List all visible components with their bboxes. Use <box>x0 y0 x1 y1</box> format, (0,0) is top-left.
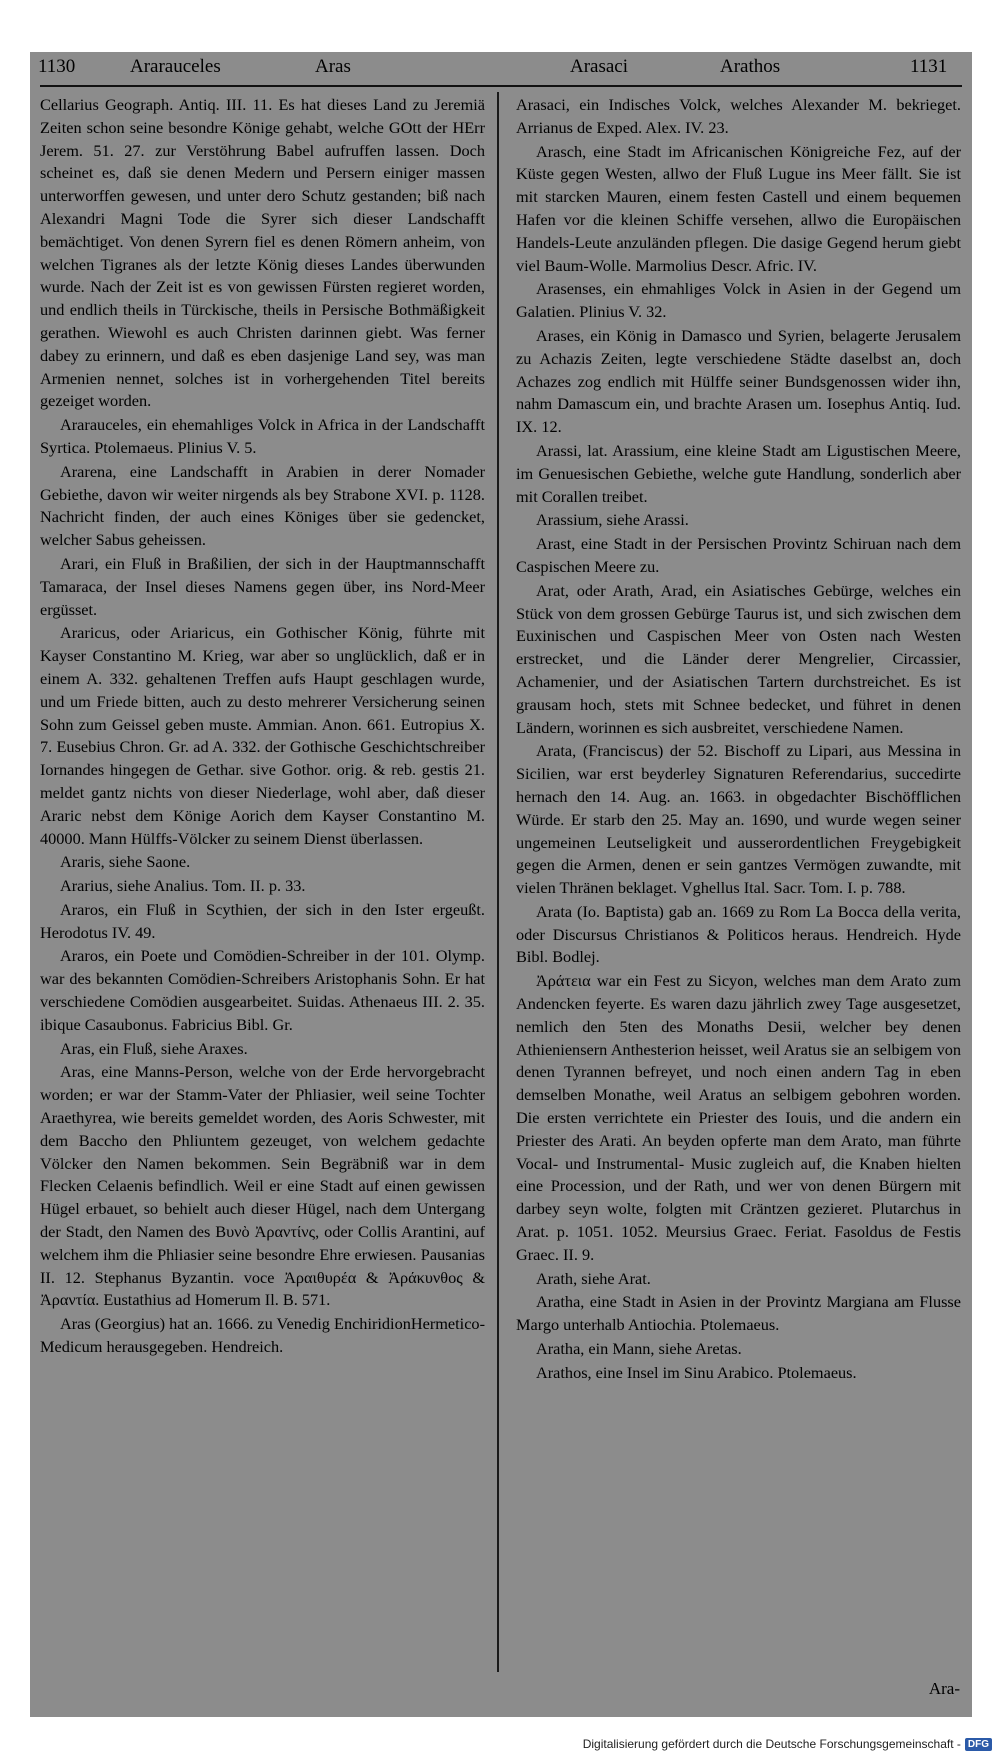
dictionary-entry: Arassium, siehe Arassi. <box>536 510 689 530</box>
dictionary-entry: Arases, ein König in Damasco und Syrien, belagerte Jerusalem zu Achazis Zeiten, legte verschiedene Städte daselbst an, doch Achazes zog endlich mit Hülffe seiner Bundsgenossen wider ihn, nahm Damascum ein, und brachte Arasen um. Iosephus Antiq. Iud. IX. 12. <box>516 325 961 437</box>
header-rule <box>40 85 962 87</box>
left-page-number: 1130 <box>38 56 76 77</box>
dictionary-entry: Arasch, eine Stadt im Africanischen Königreiche Fez, auf der Küste gegen Westen, allwo der Fluß Lugue ins Meer fällt. Sie ist mit starcken Mauren, einem festen Castell und einem bequemen Hafen vor die kleinen Schiffe versehen, allwo die Europäischen Handels-Leute anzuländen pflegen. Die dasige Gegend herum giebt viel Baum-Wolle. Marmolius Descr. Afric. IV. <box>516 141 961 275</box>
right-headword-1: Arasaci <box>570 56 629 77</box>
dictionary-entry: Arathos, eine Insel im Sinu Arabico. Ptolemaeus. <box>536 1362 857 1382</box>
left-column <box>40 94 485 1360</box>
right-column <box>516 94 961 1386</box>
footer-text: Digitalisierung gefördert durch die Deutsche Forschungsgemeinschaft - <box>582 1737 961 1751</box>
left-headword-1: Ararauceles <box>130 56 221 77</box>
dictionary-entry: Ararena, eine Landschafft in Arabien in derer Nomader Gebiethe, davon wir weiter nirgends als bey Strabone XVI. p. 1128. Nachricht finden, der auch eines Königes über sie gedencket, welcher Sabus geheissen. <box>40 461 485 550</box>
dictionary-entry: Araros, ein Poete und Comödien-Schreiber in der 101. Olymp. war des bekannten Comödien-Schreibers Aristophanis Sohn. Er hat verschiedene Comödien ausgearbeitet. Suidas. Athenaeus III. 2. 35. ibique Casaubonus. Fabricius Bibl. Gr. <box>40 946 485 1034</box>
footer <box>583 1737 992 1751</box>
dictionary-entry: Arasenses, ein ehmahliges Volck in Asien in der Gegend um Galatien. Plinius V. 32. <box>516 279 961 322</box>
dictionary-entry: Cellarius Geograph. Antiq. III. 11. Es hat dieses Land zu Jeremiä Zeiten schon seine besondre Könige gehabt, welche GOtt der HErr Jerem. 51. 27. zur Verstöhrung Babel aufruffen lassen. Doch scheinet es, daß sie denen Medern und Persern einiger massen unterworffen gewesen, und unter dero Schutz gestanden; biß nach Alexandri Magni Tode die Syrer sich dieser Landschafft bemächtiget. Von denen Syrern fiel es denen Römern anheim, von welchen Tigranes als der letzte König dieses Landes überwunden wurde. Nach der Zeit ist es von gewissen Fürsten regieret worden, und endlich theils in Türckische, theils in Persische Bothmäßigkeit gerathen. Wiewohl es auch Christen darinnen giebt. Was ferner dabey zu erinnern, und daß es eben dasjenige Land sey, was man Armenien nennet, solches ist in vorhergehenden Titel bereits gezeiget worden. <box>40 95 485 411</box>
scanned-page <box>30 52 972 1717</box>
dfg-logo: DFG <box>965 1738 992 1751</box>
dictionary-entry: Aras, ein Fluß, siehe Araxes. <box>60 1038 248 1058</box>
dictionary-entry: Arassi, lat. Arassium, eine kleine Stadt am Ligustischen Meere, im Genuesischen Gebiethe, welche gute Handlung, sonderlich aber mit Corallen treibet. <box>516 440 961 506</box>
dictionary-entry: Araros, ein Fluß in Scythien, der sich in den Ister ergeußt. Herodotus IV. 49. <box>40 899 485 942</box>
dictionary-entry: Aras (Georgius) hat an. 1666. zu Venedig EnchiridionHermetico-Medicum herausgegeben. Hendreich. <box>40 1314 485 1357</box>
column-divider <box>497 92 499 1672</box>
right-headword-2: Arathos <box>720 56 781 77</box>
dictionary-entry: Arast, eine Stadt in der Persischen Provintz Schiruan nach dem Caspischen Meere zu. <box>516 534 961 576</box>
dictionary-entry: Arath, siehe Arat. <box>536 1268 651 1288</box>
dictionary-entry: Arasaci, ein Indisches Volck, welches Alexander M. bekrieget. Arrianus de Exped. Alex. IV. 23. <box>516 95 961 137</box>
dictionary-entry: Arata (Io. Baptista) gab an. 1669 zu Rom La Bocca della verita, oder Discursus Christianos & Politicos heraus. Hendreich. Hyde Bibl. Bodlej. <box>516 901 961 967</box>
dictionary-entry: Aratha, ein Mann, siehe Aretas. <box>536 1339 742 1359</box>
dictionary-entry: Aras, eine Manns-Person, welche von der Erde hervorgebracht worden; er war der Stamm-Vater der Phliasier, weil seine Tochter Araethyrea, wie bereits gemeldet worden, des Aoris Schwester, mit dem Baccho den Phliuntem gezeuget, von welchem gedachte Völcker den Namen bekommen. Sein Begräbniß war in dem Flecken Celaenis befindlich. Weil er eine Stadt auf einen gewissen Hügel erbauet, so behielt auch dieser Hügel, nach dem Untergang der Stadt, den Namen des Βυνὸ Ἀραντίνς, oder Collis Arantini, auf welchem ihm die Phliasier seine besondre Ehre erwiesen. Pausanias II. 12. Stephanus Byzantin. voce Ἀραιθυρέα & Ἀράκυνθος & Ἀραντία. Eustathius ad Homerum Il. B. 571. <box>40 1062 485 1310</box>
dictionary-entry: Ἀράτεια war ein Fest zu Sicyon, welches man dem Arato zum Andencken feyerte. Es waren dazu jährlich zwey Tage ausgesetzet, nemlich den 5ten des Monaths Desii, welcher bey denen Athieniensern Anthesterion heisset, weil Aratus sie an selbigem von denen Tyrannen befreyet, und noch einen andern Tag in eben demselben Monathe, weil Aratus an selbigem gebohren worden. Die ersten verrichtete ein Priester des Iouis, und die andern ein Priester des Arati. An beyden opferte man dem Arato, man führte Vocal- und Instrumental- Music zugleich auf, die Knaben hielten eine Procession, und der Rath, und wer von denen Bürgern mit darbey seyn wolte, folgten mit Cräntzen gezieret. Plutarchus in Arat. p. 1051. 1052. Meursius Graec. Feriat. Fasoldus de Festis Graec. II. 9. <box>516 971 961 1264</box>
dictionary-entry: Araricus, oder Ariaricus, ein Gothischer König, führte mit Kayser Constantino M. Krieg, war aber so unglücklich, daß er in einem A. 332. gehaltenen Treffen aufs Haupt geschlagen wurde, und um Friede bitten, auch zu desto mehrerer Versicherung seinen Sohn zum Geissel geben muste. Ammian. Anon. 661. Eutropius X. 7. Eusebius Chron. Gr. ad A. 332. der Gothische Geschichtschreiber Iornandes hingegen de Gethar. sive Gothor. orig. & reb. gestis 21. meldet gantz nichts von dieser Niederlage, wohl aber, daß dieser Araric nebst dem Könige Aorich dem Kayser Constantino M. 40000. Mann Hülffs-Völcker zu seinem Dienst überlassen. <box>40 623 485 848</box>
left-headword-2: Aras <box>315 56 351 77</box>
running-header <box>30 52 972 82</box>
dictionary-entry: Ararauceles, ein ehemahliges Volck in Africa in der Landschafft Syrtica. Ptolemaeus. Plinius V. 5. <box>40 415 485 457</box>
dictionary-entry: Araris, siehe Saone. <box>60 852 191 872</box>
dictionary-entry: Ararius, siehe Analius. Tom. II. p. 33. <box>60 876 306 896</box>
catchword: Ara- <box>928 1679 960 1698</box>
dictionary-entry: Aratha, eine Stadt in Asien in der Provintz Margiana am Flusse Margo unterhalb Antiochia. Ptolemaeus. <box>516 1292 961 1335</box>
dictionary-entry: Arat, oder Arath, Arad, ein Asiatisches Gebürge, welches ein Stück von dem grossen Gebürge Taurus ist, und sich zwischen dem Euxinischen und Caspischen Meer von Osten nach Westen erstrecket, und die Länder derer Mengrelier, Circassier, Achamenier, und der Asiatischen Tartern durchstreichet. Es ist grausam hoch, stets mit Schnee bedecket, und führet in denen Ländern, worinnen es sich ausbreitet, verschiedene Namen. <box>516 580 961 737</box>
dictionary-entry: Arata, (Franciscus) der 52. Bischoff zu Lipari, aus Messina in Sicilien, war erst beyderley Signaturen Referendarius, succedirte hernach den 14. Aug. an. 1663. in obgedachter Bischöfflichen Würde. Er starb den 25. May an. 1690, und wurde wegen seiner ungemeinen Leutseligkeit und ausserordentlichen Freygebigkeit gegen die Armen, denen er sein gantzes Vermögen zuwandte, mit vielen Thränen beklaget. Vghellus Ital. Sacr. Tom. I. p. 788. <box>516 741 961 898</box>
dictionary-entry: Arari, ein Fluß in Braßilien, der sich in der Hauptmannschafft Tamaraca, der Insel dieses Namens gegen über, ins Nord-Meer ergüsset. <box>40 553 485 619</box>
right-page-number: 1131 <box>910 56 948 77</box>
